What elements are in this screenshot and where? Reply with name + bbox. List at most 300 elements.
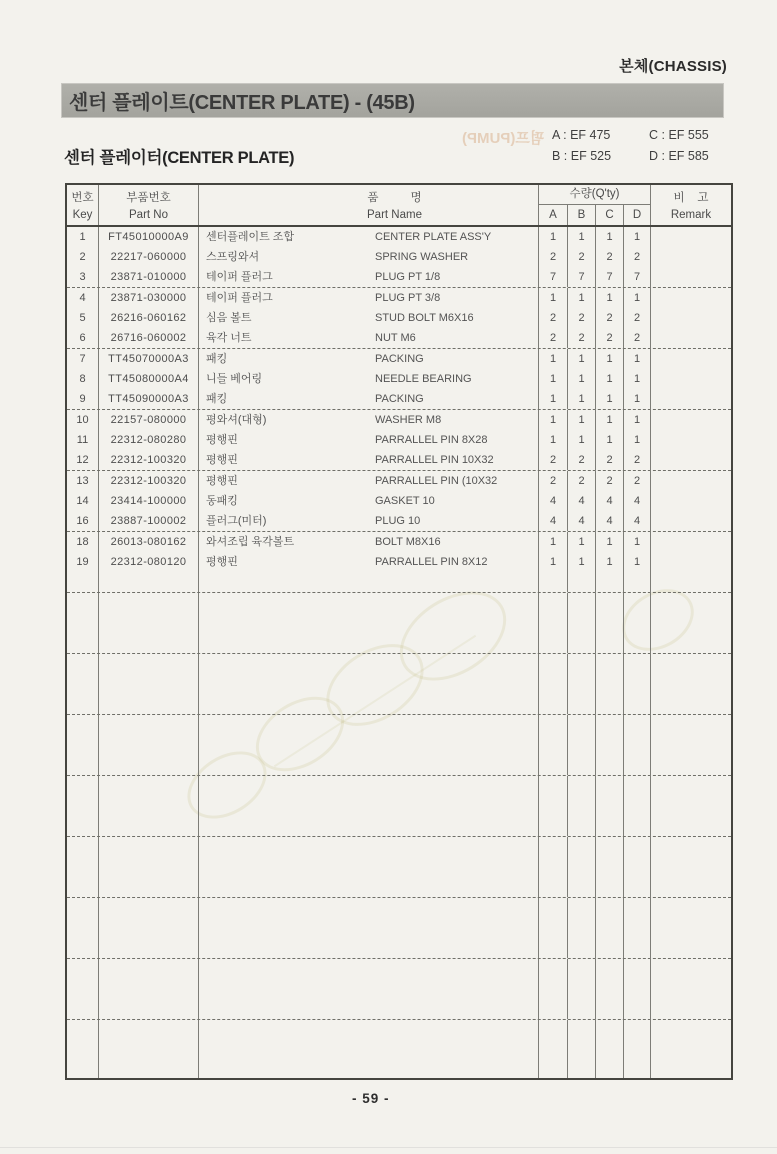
cell-qty-a [539,1020,568,1078]
cell-part-name [199,491,539,511]
part-name-en: PACKING [375,353,424,365]
row-group [67,471,731,532]
cell-qty-c: 1 [596,349,624,369]
cell-part-name [199,349,539,369]
cell-part-no: TT45080000A4 [99,369,199,389]
cell-qty-b: 1 [568,410,596,430]
model-c: C : EF 555 [649,128,709,142]
cell-part-no: 22312-080280 [99,430,199,450]
cell-qty-d [624,959,651,1019]
cell-qty-b: 2 [568,450,596,470]
part-name-ko: 평행핀 [206,454,238,466]
cell-part-no: 23414-100000 [99,491,199,511]
cell-part-no [99,898,199,958]
cell-key: 6 [67,328,99,348]
cell-part-no [99,593,199,653]
row-group [67,349,731,410]
cell-qty-a: 2 [539,471,568,491]
cell-qty-d [624,572,651,592]
part-name-en: STUD BOLT M6X16 [375,312,474,324]
cell-qty-d: 1 [624,227,651,247]
cell-part-name [199,369,539,389]
cell-qty-c: 1 [596,369,624,389]
cell-remark [651,776,731,836]
cell-remark [651,511,731,531]
table-row [67,349,731,369]
cell-qty-b [568,837,596,897]
table-row [67,410,731,430]
cell-qty-d: 1 [624,532,651,552]
header-remark: 비 고 Remark [670,192,712,221]
part-name-en: CENTER PLATE ASS'Y [375,231,492,243]
cell-part-no: 22157-080000 [99,410,199,430]
cell-qty-d: 2 [624,471,651,491]
cell-remark [651,471,731,491]
cell-qty-a [539,654,568,714]
cell-part-no [99,776,199,836]
part-name-ko: 플러그(미터) [206,515,267,527]
cell-remark [651,898,731,958]
cell-qty-b: 1 [568,288,596,308]
cell-qty-d: 2 [624,308,651,328]
cell-part-name [199,511,539,531]
part-name-ko: 테이퍼 플러그 [206,292,273,304]
header-key: 번호 Key [67,185,99,225]
cell-part-no: 22217-060000 [99,247,199,267]
cell-part-name [199,837,539,897]
cell-qty-d: 4 [624,511,651,531]
cell-remark [651,532,731,552]
cell-key: 16 [67,511,99,531]
cell-qty-d: 1 [624,552,651,572]
cell-qty-b: 2 [568,308,596,328]
cell-qty-d [624,776,651,836]
part-name-ko: 평행핀 [206,434,238,446]
cell-qty-d: 2 [624,247,651,267]
cell-qty-d: 4 [624,491,651,511]
cell-key [67,837,99,897]
cell-qty-b [568,593,596,653]
cell-part-no: 22312-080120 [99,552,199,572]
cell-qty-d [624,837,651,897]
cell-part-no: TT45090000A3 [99,389,199,409]
cell-remark [651,247,731,267]
cell-qty-b: 1 [568,369,596,389]
cell-qty-d: 7 [624,267,651,287]
cell-key: 10 [67,410,99,430]
cell-qty-a: 1 [539,410,568,430]
cell-qty-d: 1 [624,288,651,308]
table-row [67,430,731,450]
cell-qty-a: 2 [539,247,568,267]
page-number: - 59 - [352,1091,390,1106]
cell-part-no [99,1020,199,1078]
cell-key: 8 [67,369,99,389]
cell-qty-d: 1 [624,430,651,450]
table-row [67,369,731,389]
cell-qty-c [596,1020,624,1078]
cell-key: 19 [67,552,99,572]
cell-key [67,776,99,836]
cell-qty-b: 2 [568,247,596,267]
cell-qty-a [539,959,568,1019]
part-name-en: SPRING WASHER [375,251,469,263]
cell-part-no: 22312-100320 [99,471,199,491]
cell-remark [651,308,731,328]
cell-part-name [199,572,539,592]
cell-part-no [99,572,199,592]
table-row [67,267,731,287]
cell-key: 18 [67,532,99,552]
part-name-ko: 심음 볼트 [206,312,252,324]
cell-qty-d: 1 [624,369,651,389]
cell-qty-d [624,593,651,653]
cell-qty-a: 1 [539,532,568,552]
cell-qty-c [596,654,624,714]
empty-row-group [67,959,731,1020]
cell-qty-b: 1 [568,430,596,450]
model-legend [552,128,709,170]
cell-qty-c: 1 [596,288,624,308]
cell-qty-a: 7 [539,267,568,287]
cell-qty-a: 1 [539,389,568,409]
cell-part-name [199,776,539,836]
cell-part-name [199,898,539,958]
cell-qty-c [596,776,624,836]
table-row [67,511,731,531]
table-row [67,491,731,511]
table-row [67,328,731,348]
empty-row-group [67,776,731,837]
part-name-ko: 스프링와셔 [206,251,260,263]
table-row [67,247,731,267]
part-name-ko: 육각 너트 [206,332,252,344]
cell-qty-a: 1 [539,430,568,450]
cell-qty-d [624,1020,651,1078]
cell-key [67,715,99,775]
cell-qty-c: 1 [596,410,624,430]
cell-part-name [199,532,539,552]
row-group [67,532,731,593]
cell-qty-d: 1 [624,410,651,430]
cell-qty-c: 2 [596,450,624,470]
cell-part-no: TT45070000A3 [99,349,199,369]
cell-part-name [199,267,539,287]
cell-qty-a [539,572,568,592]
cell-qty-b [568,776,596,836]
row-group [67,227,731,288]
cell-qty-c: 4 [596,491,624,511]
empty-row-group [67,715,731,776]
cell-qty-c: 7 [596,267,624,287]
cell-qty-b: 2 [568,328,596,348]
cell-key: 4 [67,288,99,308]
cell-remark [651,227,731,247]
cell-qty-a: 1 [539,227,568,247]
part-name-en: PLUG PT 1/8 [375,271,441,283]
cell-qty-c: 1 [596,532,624,552]
cell-qty-b: 4 [568,491,596,511]
table-row [67,471,731,491]
cell-part-name [199,328,539,348]
cell-qty-d [624,898,651,958]
cell-qty-c [596,715,624,775]
cell-qty-b [568,898,596,958]
part-name-ko: 동패킹 [206,495,238,507]
part-name-en: PACKING [375,393,424,405]
cell-qty-b [568,654,596,714]
part-name-en: PLUG 10 [375,515,421,527]
part-name-en: PARRALLEL PIN 8X12 [375,556,488,568]
part-name-en: BOLT M8X16 [375,536,441,548]
cell-qty-d: 2 [624,328,651,348]
empty-row-group [67,1020,731,1078]
cell-qty-b: 1 [568,227,596,247]
cell-part-no [99,654,199,714]
qty-col-c: C [596,205,624,225]
table-row [67,308,731,328]
cell-remark [651,572,731,592]
cell-part-name [199,450,539,470]
cell-qty-d: 2 [624,450,651,470]
header-part-no: 부품번호 Part No [99,185,199,225]
part-name-ko: 평와셔(대형) [206,414,267,426]
cell-qty-b: 1 [568,349,596,369]
ghost-bleed-text: 펌프(PUMP) [462,130,545,147]
cell-part-no: 22312-100320 [99,450,199,470]
cell-key: 5 [67,308,99,328]
header-qty-label: 수량(Q'ty) [539,185,650,205]
cell-qty-a: 2 [539,450,568,470]
table-row [67,227,731,247]
cell-qty-c [596,898,624,958]
cell-qty-c [596,959,624,1019]
cell-part-no [99,715,199,775]
cell-key [67,572,99,592]
title-bar [62,84,723,117]
cell-qty-a: 1 [539,349,568,369]
part-name-en: PARRALLEL PIN 10X32 [375,454,494,466]
table-row [67,552,731,572]
cell-part-name [199,247,539,267]
table-body [67,227,731,1078]
cell-qty-c: 1 [596,389,624,409]
header-qty-group [539,185,651,225]
cell-part-name [199,308,539,328]
cell-qty-c: 1 [596,227,624,247]
cell-qty-a [539,715,568,775]
empty-row-group [67,654,731,715]
cell-qty-b: 1 [568,532,596,552]
cell-key: 11 [67,430,99,450]
table-header [67,185,731,227]
cell-part-no: 23871-030000 [99,288,199,308]
cell-qty-a [539,776,568,836]
header-qty-columns [539,205,650,225]
table-row [67,450,731,470]
subtitle: 센터 플레이터(CENTER PLATE) [64,149,295,167]
part-name-en: NEEDLE BEARING [375,373,472,385]
cell-qty-a [539,837,568,897]
cell-qty-c: 4 [596,511,624,531]
cell-part-name [199,410,539,430]
cell-part-name [199,959,539,1019]
cell-remark [651,267,731,287]
part-name-en: PLUG PT 3/8 [375,292,441,304]
cell-qty-c: 2 [596,471,624,491]
cell-remark [651,369,731,389]
model-a: A : EF 475 [552,128,611,142]
cell-key: 13 [67,471,99,491]
row-group [67,410,731,471]
cell-remark [651,837,731,897]
part-name-ko: 패킹 [206,353,228,365]
cell-qty-b: 7 [568,267,596,287]
part-name-ko: 테이퍼 플러그 [206,271,273,283]
cell-remark [651,328,731,348]
scan-edge [0,1147,777,1148]
table-row [67,532,731,552]
qty-col-a: A [539,205,568,225]
cell-key [67,654,99,714]
cell-key: 14 [67,491,99,511]
cell-key [67,959,99,1019]
part-name-ko: 와셔조립 육각볼트 [206,536,295,548]
cell-remark [651,552,731,572]
cell-key [67,1020,99,1078]
cell-qty-c [596,837,624,897]
cell-qty-a [539,593,568,653]
cell-part-name [199,389,539,409]
cell-remark [651,491,731,511]
cell-key [67,593,99,653]
cell-qty-d [624,654,651,714]
cell-qty-c [596,593,624,653]
cell-qty-c: 2 [596,247,624,267]
part-name-ko: 평행핀 [206,475,238,487]
part-name-en: NUT M6 [375,332,416,344]
cell-remark [651,450,731,470]
part-name-en: PARRALLEL PIN (10X32 [375,475,498,487]
cell-qty-b: 1 [568,389,596,409]
cell-qty-a: 2 [539,328,568,348]
cell-key: 3 [67,267,99,287]
cell-qty-c: 1 [596,552,624,572]
cell-key: 1 [67,227,99,247]
cell-part-name [199,288,539,308]
cell-key: 7 [67,349,99,369]
empty-row-group [67,593,731,654]
part-name-ko: 평행핀 [206,556,238,568]
cell-qty-b [568,1020,596,1078]
cell-qty-c: 1 [596,430,624,450]
cell-part-name [199,715,539,775]
qty-col-b: B [568,205,596,225]
row-group [67,288,731,349]
empty-row-group [67,898,731,959]
cell-part-name [199,1020,539,1078]
cell-key: 9 [67,389,99,409]
part-name-ko: 니들 베어링 [206,373,263,385]
cell-key: 2 [67,247,99,267]
model-b: B : EF 525 [552,149,612,163]
cell-qty-a: 4 [539,491,568,511]
cell-qty-a: 1 [539,552,568,572]
table-row [67,572,731,592]
model-d: D : EF 585 [649,149,709,163]
cell-remark [651,430,731,450]
cell-remark [651,654,731,714]
cell-key: 12 [67,450,99,470]
cell-part-no: 23871-010000 [99,267,199,287]
cell-part-no: 26216-060162 [99,308,199,328]
cell-part-no: 26013-080162 [99,532,199,552]
cell-part-name [199,654,539,714]
part-name-en: PARRALLEL PIN 8X28 [375,434,488,446]
cell-part-name [199,552,539,572]
cell-part-name [199,227,539,247]
cell-qty-b [568,572,596,592]
qty-col-d: D [632,209,642,221]
cell-remark [651,1020,731,1078]
cell-remark [651,410,731,430]
cell-qty-b: 4 [568,511,596,531]
cell-qty-a: 1 [539,369,568,389]
cell-remark [651,288,731,308]
part-name-en: WASHER M8 [375,414,442,426]
cell-qty-c: 2 [596,328,624,348]
cell-remark [651,959,731,1019]
section-label: 본체(CHASSIS) [619,58,727,75]
table-row [67,389,731,409]
cell-qty-d [624,715,651,775]
cell-part-no: FT45010000A9 [99,227,199,247]
part-name-en: GASKET 10 [375,495,435,507]
page-title: 센터 플레이트(CENTER PLATE) - (45B) [69,92,415,114]
cell-remark [651,349,731,369]
cell-part-name [199,430,539,450]
cell-qty-c [596,572,624,592]
cell-part-no [99,959,199,1019]
parts-table [65,183,733,1080]
header-part-name: 품 명 Part Name [199,185,539,225]
cell-part-no: 23887-100002 [99,511,199,531]
cell-qty-a: 1 [539,288,568,308]
cell-remark [651,389,731,409]
cell-part-name [199,593,539,653]
cell-qty-b: 2 [568,471,596,491]
cell-qty-a: 4 [539,511,568,531]
cell-part-no: 26716-060002 [99,328,199,348]
empty-row-group [67,837,731,898]
cell-qty-a [539,898,568,958]
part-name-ko: 패킹 [206,393,228,405]
cell-qty-b [568,715,596,775]
cell-qty-a: 2 [539,308,568,328]
part-name-ko: 센터플레이트 조합 [206,231,295,243]
cell-part-name [199,471,539,491]
cell-key [67,898,99,958]
cell-qty-d: 1 [624,349,651,369]
cell-qty-d: 1 [624,389,651,409]
cell-qty-b [568,959,596,1019]
cell-qty-c: 2 [596,308,624,328]
cell-qty-b: 1 [568,552,596,572]
table-row [67,288,731,308]
cell-remark [651,593,731,653]
cell-remark [651,715,731,775]
cell-part-no [99,837,199,897]
